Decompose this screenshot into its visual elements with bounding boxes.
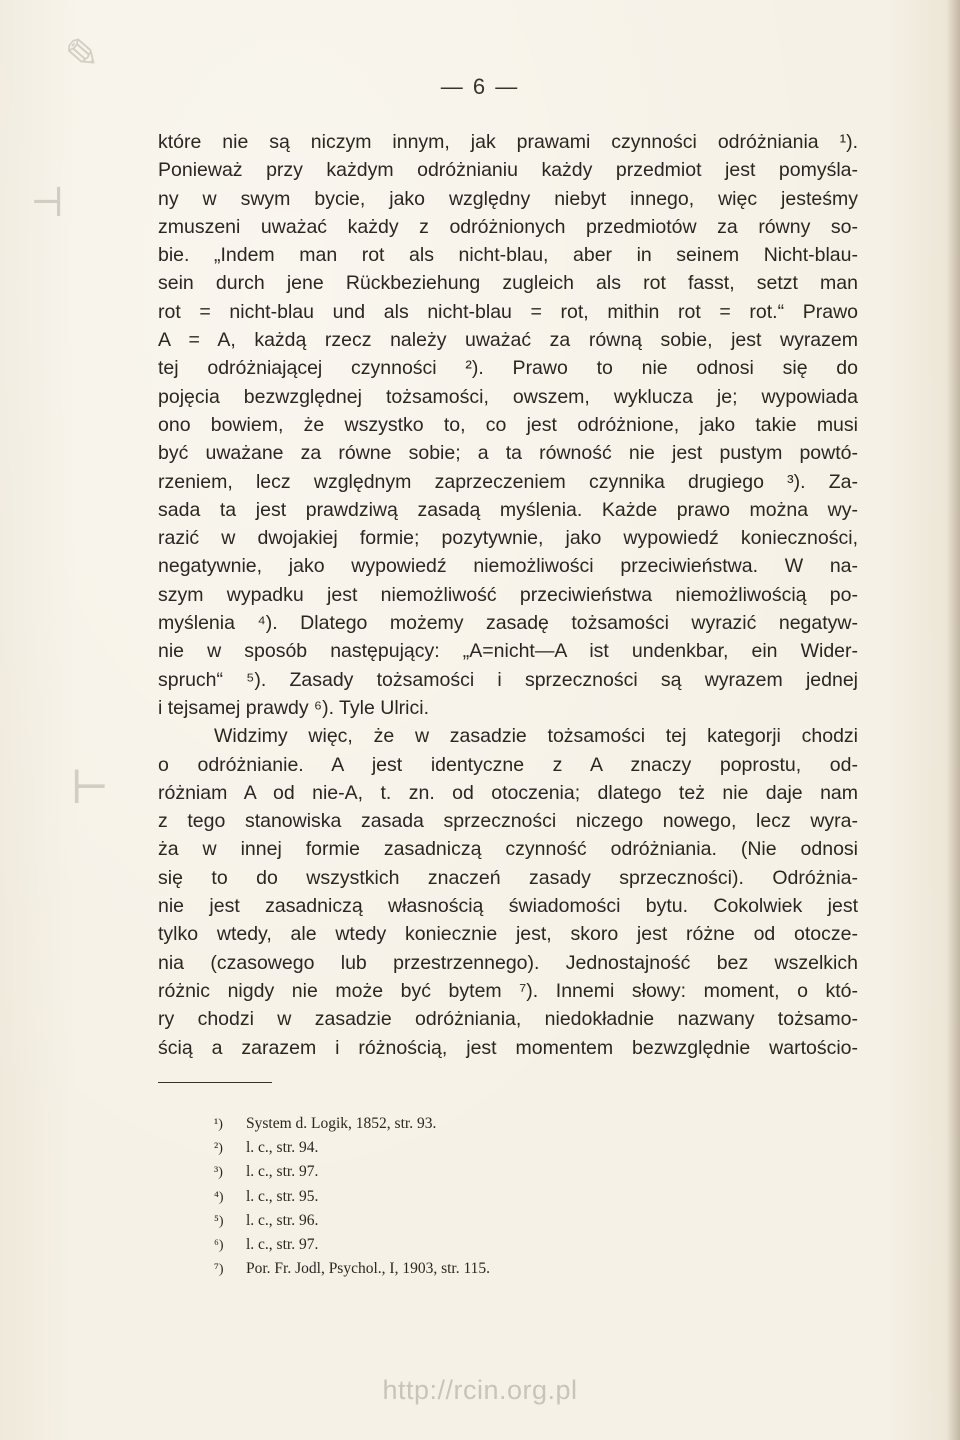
text-line: bie. „Indem man rot als nicht-blau, aber in seinem Nicht-blau- xyxy=(158,244,858,267)
text-line: ża w innej formie zasadniczą czynność odróżniania. (Nie odnosi xyxy=(158,838,858,861)
source-watermark: http://rcin.org.pl xyxy=(382,1375,578,1405)
footnote-mark: ⁴) xyxy=(214,1189,224,1205)
text-line: Ponieważ przy każdym odróżnianiu każdy przedmiot jest pomyśla- xyxy=(158,159,858,182)
text-line: ry chodzi w zasadzie odróżniania, niedokładnie nazwany tożsamo- xyxy=(158,1008,858,1031)
footnote xyxy=(214,1160,490,1184)
text-line: rot = nicht-blau und als nicht-blau = rot, mithin rot = rot.“ Prawo xyxy=(158,300,858,323)
margin-pencil-mark: ✎ xyxy=(55,26,102,85)
text-line: rzeniem, lecz względnym zaprzeczeniem czynnika drugiego ³). Za- xyxy=(158,470,858,493)
text-line: spruch“ ⁵). Zasady tożsamości i sprzeczności są wyrazem jednej xyxy=(158,668,858,691)
footnote xyxy=(214,1185,490,1209)
text-line: A = A, każdą rzecz należy uważać za równą sobie, jest wyrazem xyxy=(158,329,858,352)
body-text xyxy=(158,128,858,1062)
text-line: się to do wszystkich znaczeń zasady sprzeczności). Odróżnia- xyxy=(158,866,858,889)
footnote-divider xyxy=(158,1082,272,1083)
margin-pencil-mark: ⊣ xyxy=(30,180,65,226)
text-line: sein durch jene Rückbeziehung zugleich als rot fasst, setzt man xyxy=(158,272,858,295)
footnote-text: l. c., str. 96. xyxy=(246,1211,319,1229)
text-line: tylko wtedy, ale wtedy koniecznie jest, skoro jest różne od otocze- xyxy=(158,923,858,946)
text-line: z tego stanowiska zasada sprzeczności niczego nowego, lecz wyra- xyxy=(158,810,858,833)
footnotes xyxy=(214,1112,490,1281)
text-line: pojęcia bezwzględnej tożsamości, owszem, wyklucza je; wypowiada xyxy=(158,385,858,408)
text-line: różnic nigdy nie może być bytem ⁷). Innemi słowy: moment, o któ- xyxy=(158,979,858,1002)
text-line: które nie są niczym innym, jak prawami czynności odróżniania ¹). xyxy=(158,131,858,153)
footnote xyxy=(214,1136,490,1160)
footnote-text: System d. Logik, 1852, str. 93. xyxy=(246,1115,437,1132)
text-line: być uważane za równe sobie; a ta równość nie jest pustym powtó- xyxy=(158,442,858,465)
footnote-text: Por. Fr. Jodl, Psychol., I, 1903, str. 115. xyxy=(246,1260,491,1278)
footnote-mark: ⁶) xyxy=(214,1237,224,1253)
text-line: i tejsamej prawdy ⁶). Tyle Ulrici. xyxy=(158,696,429,719)
footnote xyxy=(214,1257,490,1281)
text-line: razić w dwojakiej formie; pozytywnie, jako wypowiedź konieczności, xyxy=(158,527,858,550)
text-line: szym wypadku jest niemożliwość przeciwieństwa niemożliwością po- xyxy=(158,583,858,606)
text-line: tej odróżniającej czynności ²). Prawo to nie odnosi się do xyxy=(158,357,858,380)
footnote-mark: ³) xyxy=(214,1165,223,1181)
text-line: różniam A od nie-A, t. zn. od otoczenia; dlatego też nie daje nam xyxy=(158,781,858,804)
footnote-mark: ⁵) xyxy=(214,1213,224,1229)
text-line: myślenia ⁴). Dlatego możemy zasadę tożsamości wyrazić negatyw- xyxy=(158,612,858,635)
page-edge-shadow xyxy=(946,0,960,1440)
margin-pencil-mark: ⊢ xyxy=(70,760,110,814)
text-line: ścią a zarazem i różnością, jest momentem bezwzględnie wartościo- xyxy=(158,1036,858,1059)
text-line: o odróżnianie. A jest identyczne z A znaczy poprostu, od- xyxy=(158,753,858,776)
footnote-text: l. c., str. 97. xyxy=(246,1163,319,1181)
text-line: nie w sposób następujący: „A=nicht—A ist undenkbar, ein Wider- xyxy=(158,640,858,663)
footnote-text: l. c., str. 94. xyxy=(246,1139,319,1157)
text-line: sada ta jest prawdziwą zasadą myślenia. Każde prawo można wy- xyxy=(158,498,858,521)
text-line: zmuszeni uważać każdy z odróżnionych przedmiotów za równy so- xyxy=(158,215,858,238)
text-line: Widzimy więc, że w zasadzie tożsamości tej kategorji chodzi xyxy=(214,725,858,748)
footnote xyxy=(214,1112,490,1136)
footnote-mark: ¹) xyxy=(214,1117,223,1132)
text-line: ny w swym bycie, jako względny niebyt innego, więc jesteśmy xyxy=(158,187,858,210)
text-line: nie jest zasadniczą własnością świadomości bytu. Cokolwiek jest xyxy=(158,895,858,918)
page-number: — 6 — xyxy=(440,74,520,99)
text-line: negatywnie, jako wypowiedź niemożliwości przeciwieństwa. W na- xyxy=(158,555,858,578)
footnote-mark: ⁷) xyxy=(214,1262,224,1278)
text-line: nia (czasowego lub przestrzennego). Jednostajność bez wszelkich xyxy=(158,951,858,974)
text-line: ono bowiem, że wszystko to, co jest odróżnione, jako takie musi xyxy=(158,413,858,436)
footnote xyxy=(214,1209,490,1233)
footnote-mark: ²) xyxy=(214,1141,223,1157)
footnote-text: l. c., str. 95. xyxy=(246,1187,319,1205)
footnote-text: l. c., str. 97. xyxy=(246,1235,319,1253)
footnote xyxy=(214,1233,490,1257)
